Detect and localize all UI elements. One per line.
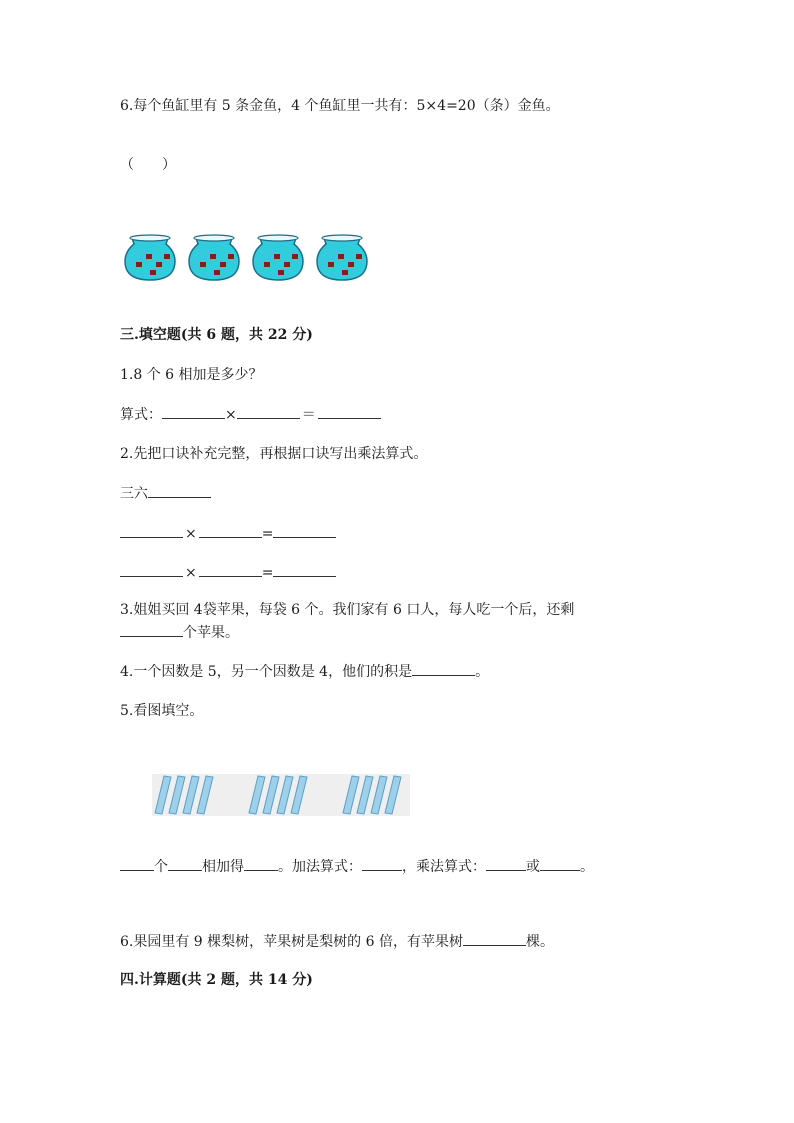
answer-blank[interactable] xyxy=(162,404,225,419)
counting-stick-icon xyxy=(343,776,359,814)
question-6-text: 6.每个鱼缸里有 5 条金鱼，4 个鱼缸里一共有：5×4=20（条）金鱼。 xyxy=(120,98,560,114)
fishbowl-icon xyxy=(317,235,367,280)
answer-blank[interactable] xyxy=(273,523,336,538)
sticks-svg xyxy=(152,774,410,816)
fill-question-6-text: 6.果园里有 9 棵梨树，苹果树是梨树的 6 倍，有苹果树 xyxy=(120,934,463,950)
fill-question-2 xyxy=(120,444,427,464)
sticks-illustration xyxy=(152,774,410,816)
counting-stick-icon xyxy=(249,776,265,814)
fill-question-3-text: 3.姐姐买回 4袋苹果，每袋 6 个。我们家有 6 口人，每人吃一个后，还剩 xyxy=(120,602,575,618)
equation-line-1 xyxy=(120,523,336,544)
counting-stick-icon xyxy=(183,776,199,814)
answer-blank[interactable] xyxy=(540,856,580,871)
fill-question-4-text: 4.一个因数是 5，另一个因数是 4，他们的积是 xyxy=(120,664,413,680)
text-or: 或 xyxy=(526,859,540,875)
counting-stick-icon xyxy=(371,776,387,814)
fill-question-3 xyxy=(120,600,574,620)
goldfish-icon xyxy=(274,254,280,259)
answer-blank[interactable] xyxy=(463,931,526,946)
text-add-get: 相加得 xyxy=(202,859,244,875)
goldfish-icon xyxy=(292,254,298,259)
section-4-title-text: 四.计算题(共 2 题，共 14 分) xyxy=(120,972,313,988)
counting-stick-icon xyxy=(169,776,185,814)
answer-blank[interactable] xyxy=(120,523,183,538)
answer-blank[interactable] xyxy=(148,483,211,498)
fill-question-4 xyxy=(120,661,489,682)
answer-blank[interactable] xyxy=(486,856,526,871)
goldfish-icon xyxy=(228,254,234,259)
fill-question-3-cont xyxy=(120,622,239,643)
goldfish-icon xyxy=(348,262,354,267)
answer-blank[interactable] xyxy=(120,562,183,577)
formula-label: 算式： xyxy=(120,407,162,423)
fishbowl-icon xyxy=(253,235,303,280)
question-6-judge xyxy=(120,96,560,116)
text-mult-formula: ，乘法算式： xyxy=(402,859,486,875)
rhyme-prefix: 三六 xyxy=(120,486,148,502)
answer-blank[interactable] xyxy=(318,404,381,419)
answer-paren-text: （ ） xyxy=(120,157,176,173)
answer-blank[interactable] xyxy=(237,404,300,419)
rhyme-line xyxy=(120,483,211,504)
section-3-title xyxy=(120,325,313,345)
section-3-title-text: 三.填空题(共 6 题，共 22 分) xyxy=(120,327,313,343)
goldfish-icon xyxy=(150,270,156,275)
goldfish-icon xyxy=(338,254,344,259)
fishbowls-svg xyxy=(120,232,372,284)
answer-blank[interactable] xyxy=(273,562,336,577)
goldfish-icon xyxy=(136,262,142,267)
counting-stick-icon xyxy=(277,776,293,814)
fill-question-6 xyxy=(120,931,554,952)
goldfish-icon xyxy=(146,254,152,259)
goldfish-icon xyxy=(328,262,334,267)
answer-blank[interactable] xyxy=(362,856,402,871)
equals-sign: = xyxy=(261,526,274,542)
goldfish-icon xyxy=(210,254,216,259)
answer-blank[interactable] xyxy=(168,856,202,871)
answer-blank[interactable] xyxy=(244,856,278,871)
times-sign: × xyxy=(185,565,197,581)
fill-question-3-text2: 个苹果。 xyxy=(183,625,239,641)
answer-blank[interactable] xyxy=(120,856,154,871)
fishbowl-icon xyxy=(125,235,175,280)
times-sign: × xyxy=(225,407,237,423)
goldfish-icon xyxy=(284,262,290,267)
fill-question-6-end: 棵。 xyxy=(525,934,554,950)
counting-stick-icon xyxy=(291,776,307,814)
counting-stick-icon xyxy=(385,776,401,814)
fishbowl-icon xyxy=(189,235,239,280)
fill-question-1-text: 1.8 个 6 相加是多少？ xyxy=(120,367,263,383)
equation-line-2 xyxy=(120,562,336,583)
counting-stick-icon xyxy=(357,776,373,814)
fill-question-5 xyxy=(120,701,203,721)
answer-paren[interactable] xyxy=(120,155,176,175)
text-add-formula: 。加法算式： xyxy=(278,859,362,875)
section-4-title xyxy=(120,970,313,990)
fill-question-2-text: 2.先把口诀补充完整，再根据口诀写出乘法算式。 xyxy=(120,446,428,462)
text-ge: 个 xyxy=(154,859,168,875)
goldfish-icon xyxy=(264,262,270,267)
goldfish-icon xyxy=(356,254,362,259)
fill-question-5-blanks xyxy=(120,856,594,877)
equals-sign: ＝ xyxy=(301,407,316,423)
goldfish-icon xyxy=(220,262,226,267)
fill-question-1 xyxy=(120,365,263,385)
answer-blank[interactable] xyxy=(412,661,475,676)
answer-blank[interactable] xyxy=(199,562,262,577)
goldfish-icon xyxy=(278,270,284,275)
goldfish-icon xyxy=(214,270,220,275)
goldfish-icon xyxy=(164,254,170,259)
text-period: 。 xyxy=(580,859,594,875)
goldfish-icon xyxy=(200,262,206,267)
counting-stick-icon xyxy=(263,776,279,814)
goldfish-icon xyxy=(156,262,162,267)
counting-stick-icon xyxy=(155,776,171,814)
equals-sign: = xyxy=(261,565,274,581)
fill-question-4-end: 。 xyxy=(475,664,490,680)
answer-blank[interactable] xyxy=(199,523,262,538)
times-sign: × xyxy=(185,526,197,542)
fishbowls-illustration xyxy=(120,232,372,284)
fill-question-1-formula xyxy=(120,404,381,425)
counting-stick-icon xyxy=(197,776,213,814)
goldfish-icon xyxy=(342,270,348,275)
answer-blank[interactable] xyxy=(120,622,183,637)
fill-question-5-text: 5.看图填空。 xyxy=(120,703,204,719)
